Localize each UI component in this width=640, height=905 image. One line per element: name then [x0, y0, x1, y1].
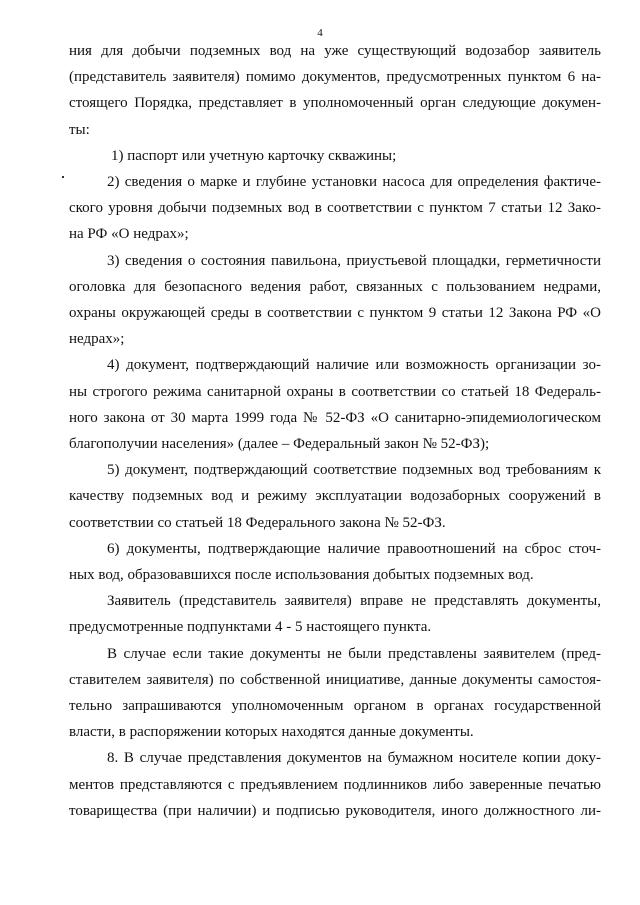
text-line: 4) документ, подтверждающий наличие или возможность организации зо-: [107, 357, 601, 374]
text-line: 6) документы, подтверждающие наличие правоотношений на сброс сточ-: [107, 540, 601, 557]
text-line: 3) сведения о состояния павильона, приустьевой площадки, герметичности: [107, 252, 601, 269]
text-line: ного закона от 30 марта 1999 года № 52-ФЗ «О санитарно-эпидемиологическом: [69, 409, 601, 426]
text-line: ны строгого режима санитарной охраны в соответствии со статьей 18 Федераль-: [69, 383, 601, 400]
text-line: ского уровня добычи подземных вод в соответствии с пунктом 7 статьи 12 Зако-: [69, 200, 601, 217]
text-line: власти, в распоряжении которых находятся данные документы.: [69, 724, 474, 741]
text-line: товарищества (при наличии) и подписью руководителя, иного должностного ли-: [69, 802, 601, 819]
document-body: [69, 38, 601, 824]
text-line: благополучии населения» (далее – Федеральный закон № 52-ФЗ);: [69, 436, 490, 453]
text-line: недрах»;: [69, 331, 125, 348]
text-line: охраны окружающей среды в соответствии с пунктом 9 статьи 12 Закона РФ «О: [69, 305, 601, 322]
text-line: тельно запрашиваются уполномоченным органом в органах государственной: [69, 698, 601, 715]
text-line: ставителем заявителя) по собственной инициативе, данные документы самостоя-: [69, 671, 601, 688]
text-line: 5) документ, подтверждающий соответствие подземных вод требованиям к: [107, 462, 601, 479]
text-line: (представитель заявителя) помимо документов, предусмотренных пунктом 6 на-: [69, 69, 601, 86]
text-line: ментов представляются с предъявлением подлинников либо заверенные печатью: [69, 776, 601, 793]
text-line: соответствии со статьей 18 Федерального закона № 52-ФЗ.: [69, 514, 446, 531]
text-line: качеству подземных вод и режиму эксплуатации водозаборных сооружений в: [69, 488, 601, 505]
text-line: оголовка для безопасного ведения работ, связанных с пользованием недрами,: [69, 278, 601, 295]
text-line: 2) сведения о марке и глубине установки насоса для определения фактиче-: [107, 174, 601, 191]
text-line: предусмотренные подпунктами 4 - 5 настоящего пункта.: [69, 619, 432, 636]
scan-mark: [62, 176, 64, 178]
text-line: В случае если такие документы не были представлены заявителем (пред-: [107, 645, 601, 662]
text-line: Заявитель (представитель заявителя) вправе не представлять документы,: [107, 593, 601, 610]
text-line: ты:: [69, 121, 90, 138]
page-number: 4: [317, 27, 323, 39]
text-line: на РФ «О недрах»;: [69, 226, 189, 243]
text-line: ных вод, образовавшихся после использования добытых подземных вод.: [69, 567, 534, 584]
text-line: 8. В случае представления документов на бумажном носителе копии доку-: [107, 750, 601, 767]
text-line: ния для добычи подземных вод на уже существующий водозабор заявитель: [69, 43, 601, 59]
text-line: стоящего Порядка, представляет в уполномоченный орган следующие докумен-: [69, 95, 601, 112]
text-line: 1) паспорт или учетную карточку скважины;: [111, 147, 397, 164]
